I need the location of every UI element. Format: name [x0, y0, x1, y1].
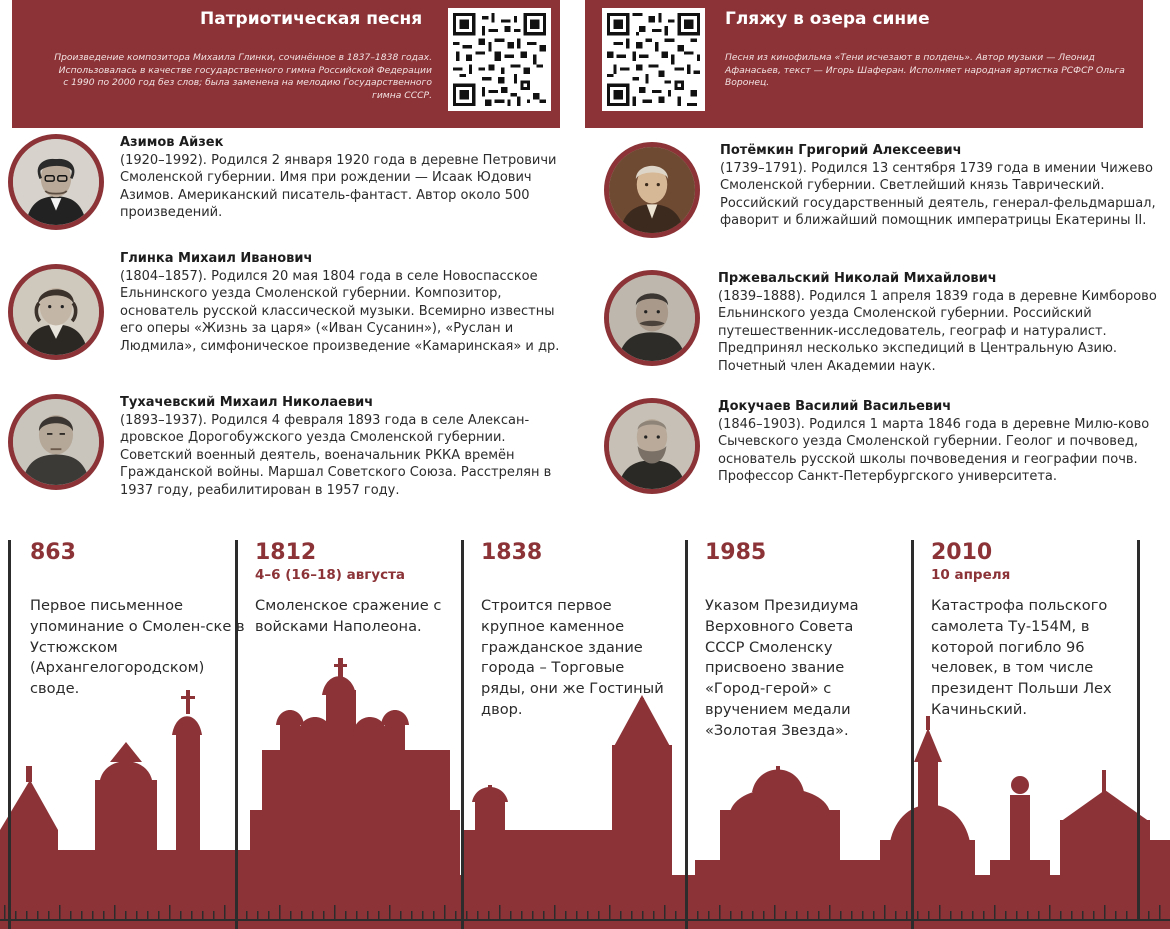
ruler-tick: [1027, 911, 1029, 919]
timeline-date: 10 апреля: [931, 567, 1011, 583]
ruler-tick: [741, 911, 743, 919]
ruler-tick: [675, 911, 677, 919]
ruler-tick: [422, 911, 424, 919]
person-bio: (1839–1888). Родился 1 апреля 1839 года в деревне Кимборово Ельнинского уезда Смоленской губернии. Российский путешественник-исследователь, географ и натуралист. Предпринял несколько экспедиций в Центральную Азию. Почетный член Академии наук.: [718, 288, 1157, 374]
timeline-text: Смоленское сражение с войсками Наполеона.: [255, 597, 442, 635]
timeline-year: 1812: [255, 540, 317, 565]
ruler-tick: [312, 911, 314, 919]
ruler-tick: [565, 911, 567, 919]
timeline-text: Строится первое крупное каменное гражданское здание города – Торговые ряды, они же Гостиный двор.: [481, 597, 664, 718]
timeline-date: [481, 567, 671, 585]
banner-description: Произведение композитора Михаила Глинки, сочинённое в 1837–1838 годах. Использовалась в качестве государственного гимна Российской Федерации с 1990 по 2000 год без слов; была заменена на мелодию Государственного гимна СССР.: [54, 52, 432, 101]
person-bio: (1846–1903). Родился 1 марта 1846 года в деревне Милю-ково Сычевского уезда Смоленской губернии. Геолог и почвовед, основатель русской школы почвоведения и географии почв. Профессор Санкт-Петербургского университета.: [718, 416, 1150, 485]
person-name: Докучаев Василий Васильевич: [718, 399, 952, 414]
ruler-tick: [15, 911, 17, 919]
ruler-tick: [103, 911, 105, 919]
ruler-tick: [763, 911, 765, 919]
timeline-year: 1985: [705, 540, 767, 565]
ruler-tick: [433, 911, 435, 919]
ruler-tick: [730, 911, 732, 919]
ruler-tick: [191, 911, 193, 919]
ruler-tick: [851, 911, 853, 919]
person-name: Пржевальский Николай Михайлович: [718, 271, 997, 286]
ruler-tick: [466, 911, 468, 919]
ruler-tick: [576, 911, 578, 919]
ruler-tick: [598, 911, 600, 919]
ruler-tick: [829, 905, 831, 919]
ruler-tick: [290, 911, 292, 919]
ruler-tick: [774, 905, 776, 919]
ruler-tick: [708, 911, 710, 919]
ruler-tick: [994, 905, 996, 919]
person-bio: (1920–1992). Родился 2 января 1920 года в деревне Петровичи Смоленской губернии. Имя при рождении — Исаак Юдович Азимов. Американский писатель-фантаст. Автор около 500 произведений.: [120, 152, 557, 221]
ruler-tick: [928, 911, 930, 919]
ruler-tick: [1071, 911, 1073, 919]
person-name: Азимов Айзек: [120, 135, 224, 150]
timeline-entry-1985: [705, 540, 895, 742]
ruler-tick: [323, 911, 325, 919]
ruler-tick: [609, 905, 611, 919]
ruler-tick: [499, 905, 501, 919]
ruler-tick: [917, 911, 919, 919]
ruler-tick: [785, 911, 787, 919]
person-text: [718, 270, 1158, 376]
ruler-tick: [279, 905, 281, 919]
portrait-dokuchaev: [604, 398, 700, 494]
ruler-tick: [400, 911, 402, 919]
timeline-date: [705, 567, 895, 585]
ruler-tick: [532, 911, 534, 919]
ruler-tick: [554, 905, 556, 919]
ruler-tick: [906, 911, 908, 919]
ruler-tick: [950, 911, 952, 919]
ruler-tick: [1159, 905, 1161, 919]
ruler-tick: [620, 911, 622, 919]
ruler-tick: [444, 905, 446, 919]
ruler-tick: [719, 905, 721, 919]
ruler-tick: [510, 911, 512, 919]
timeline-entry-1812: [255, 540, 470, 638]
ruler-tick: [840, 911, 842, 919]
ruler-tick: [1148, 911, 1150, 919]
ruler-tick: [972, 911, 974, 919]
ruler-tick: [884, 905, 886, 919]
ruler-tick: [1038, 911, 1040, 919]
ruler-tick: [356, 911, 358, 919]
ruler-tick: [1049, 905, 1051, 919]
ruler-tick: [257, 911, 259, 919]
timeline-text: Катастрофа польского самолета Ту-154М, в которой погибло 96 человек, в том числе президент Польши Лех Качиньский.: [931, 597, 1112, 718]
banner-title: Патриотическая песня: [200, 9, 423, 29]
person-tukhachevsky: [8, 394, 568, 504]
person-name: Потёмкин Григорий Алексеевич: [720, 143, 962, 158]
ruler-tick: [301, 911, 303, 919]
ruler-tick: [70, 911, 72, 919]
ruler-tick: [158, 911, 160, 919]
ruler-tick: [818, 911, 820, 919]
banner-patriotic-song: [12, 0, 560, 128]
ruler-tick: [752, 911, 754, 919]
ruler-tick: [136, 911, 138, 919]
ruler-tick: [180, 911, 182, 919]
portrait-potemkin: [604, 142, 700, 238]
person-przhevalsky: [604, 270, 1164, 390]
ruler-tick: [114, 905, 116, 919]
ruler-tick: [807, 911, 809, 919]
ruler-tick: [213, 911, 215, 919]
ruler-tick: [961, 911, 963, 919]
ruler-tick: [895, 911, 897, 919]
qr-code-icon[interactable]: [448, 8, 551, 111]
ruler-tick: [389, 905, 391, 919]
ruler-tick: [488, 911, 490, 919]
ruler-tick: [26, 911, 28, 919]
portrait-tukhachevsky: [8, 394, 104, 490]
ruler-tick: [1104, 905, 1106, 919]
ruler-tick: [521, 911, 523, 919]
ruler-tick: [224, 905, 226, 919]
timeline-text: Первое письменное упоминание о Смолен-ске в Устюжском (Архангелогородском) своде.: [30, 597, 245, 698]
ruler-tick: [345, 911, 347, 919]
ruler-tick: [4, 905, 6, 919]
timeline-year: 863: [30, 540, 76, 565]
portrait-przhevalsky: [604, 270, 700, 366]
ruler-tick: [631, 911, 633, 919]
ruler-tick: [1093, 911, 1095, 919]
ruler-tick: [125, 911, 127, 919]
ruler-tick: [367, 911, 369, 919]
person-asimov: [8, 134, 568, 238]
timeline-year: 2010: [931, 540, 993, 565]
ruler-tick: [1016, 911, 1018, 919]
timeline-year: 1838: [481, 540, 543, 565]
timeline-date: 4–6 (16–18) августа: [255, 567, 406, 583]
qr-code-icon[interactable]: [602, 8, 705, 111]
timeline-divider: [911, 540, 914, 929]
timeline-date: [30, 567, 245, 585]
ruler-tick: [1082, 911, 1084, 919]
person-text: [120, 134, 560, 222]
person-potemkin: [604, 142, 1164, 250]
person-text: [720, 142, 1160, 230]
ruler-tick: [939, 905, 941, 919]
person-text: [120, 394, 560, 500]
person-dokuchaev: [604, 398, 1164, 508]
ruler-tick: [455, 911, 457, 919]
person-bio: (1893–1937). Родился 4 февраля 1893 года в селе Алексан-дровское Дорогобужского уезда Смоленской губернии. Советский военный деятель, военачальник РККА времён Гражданской войны. Маршал Советского Союза. Расстрелян в 1937 году, реабилитирован в 1957 году.: [120, 412, 552, 498]
ruler-tick: [873, 911, 875, 919]
ruler-tick: [653, 911, 655, 919]
banner-title: Гляжу в озера синие: [725, 9, 930, 29]
person-text: [120, 250, 560, 356]
person-bio: (1739–1791). Родился 13 сентября 1739 года в имении Чижево Смоленской губернии. Светлейший князь Таврический. Российский государственный деятель, генерал-фельдмаршал, фаворит и ближайший помощник императрицы Екатерины II.: [720, 160, 1156, 229]
ruler-tick: [664, 905, 666, 919]
person-text: [718, 398, 1158, 486]
timeline-divider: [685, 540, 688, 929]
ruler-tick: [334, 905, 336, 919]
ruler-tick: [411, 911, 413, 919]
ruler-tick: [48, 911, 50, 919]
timeline-entry-863: [30, 540, 245, 700]
ruler-tick: [59, 905, 61, 919]
person-bio: (1804–1857). Родился 20 мая 1804 года в селе Новоспасское Ельнинского уезда Смоленской губернии. Композитор, основатель русской классической музыки. Всемирно известны его оперы «Жизнь за царя» («Иван Сусанин»), «Руслан и Людмила», симфоническое произведение «Камаринская» и др.: [120, 268, 560, 354]
timeline-text: Указом Президиума Верховного Совета СССР Смоленску присвоено звание «Город-герой» с вручением медали «Золотая Звезда».: [705, 597, 859, 739]
portrait-glinka: [8, 264, 104, 360]
ruler-tick: [796, 911, 798, 919]
portrait-asimov: [8, 134, 104, 230]
ruler-tick: [81, 911, 83, 919]
person-glinka: [8, 250, 568, 370]
ruler-tick: [642, 911, 644, 919]
ruler-tick: [169, 905, 171, 919]
ruler-tick: [202, 911, 204, 919]
timeline-divider: [8, 540, 11, 929]
ruler-tick: [477, 911, 479, 919]
ruler-tick: [1060, 911, 1062, 919]
ruler-tick: [1005, 911, 1007, 919]
ruler-tick: [697, 911, 699, 919]
timeline-entry-2010: [931, 540, 1131, 721]
ruler-tick: [1115, 911, 1117, 919]
person-name: Тухачевский Михаил Николаевич: [120, 395, 374, 410]
ruler-tick: [92, 911, 94, 919]
person-name: Глинка Михаил Иванович: [120, 251, 313, 266]
banner-description: Песня из кинофильма «Тени исчезают в полдень». Автор музыки — Леонид Афанасьев, текст — Игорь Шаферан. Исполняет народная артистка РСФСР Ольга Воронец.: [725, 52, 1125, 89]
ruler-tick: [147, 911, 149, 919]
banner-blue-lakes-song: [585, 0, 1143, 128]
ruler-tick: [37, 911, 39, 919]
timeline-entry-1838: [481, 540, 671, 721]
ruler-tick: [587, 911, 589, 919]
ruler-tick: [862, 911, 864, 919]
timeline-divider: [1137, 540, 1140, 920]
ruler-tick: [268, 911, 270, 919]
ruler-tick: [246, 911, 248, 919]
ruler-tick: [543, 911, 545, 919]
ruler-tick: [378, 911, 380, 919]
ruler-tick: [983, 911, 985, 919]
ruler-tick: [1126, 911, 1128, 919]
